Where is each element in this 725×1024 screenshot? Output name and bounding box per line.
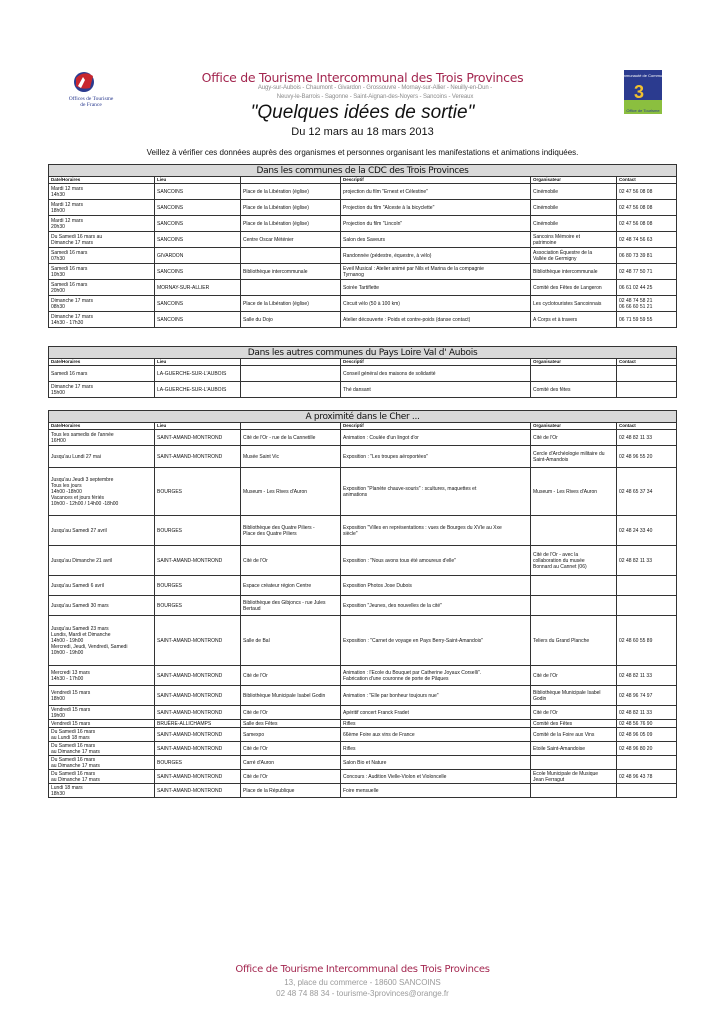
organisateur-cell: Bibliothèque intercommunale	[531, 264, 617, 280]
descriptif-cell: Atelier découverte : Poids et contre-poids (danse contact)	[341, 312, 531, 328]
column-header: Contact	[617, 423, 677, 430]
column-header-row	[49, 177, 677, 184]
lieu-cell: BOURGES	[155, 468, 241, 516]
section-title: A proximité dans le Cher ...	[49, 411, 677, 423]
event-row	[49, 184, 677, 200]
lieu-cell: SANCOINS	[155, 184, 241, 200]
lieu-cell: SAINT-AMAND-MONTROND	[155, 666, 241, 686]
lieu-detail-cell: Bibliothèque des Gibjoncs - rue Jules Bertaud	[241, 596, 341, 616]
lieu-cell: LA-GUERCHE-SUR-L'AUBOIS	[155, 382, 241, 398]
descriptif-cell: Apéritif concert Franck Fradet	[341, 706, 531, 720]
lieu-cell: BOURGES	[155, 516, 241, 546]
column-header: Organisateur	[531, 177, 617, 184]
verification-notice: Veillez à vérifier ces données auprès des organismes et personnes organisant les manifestations et animations indiquées.	[146, 148, 579, 157]
column-header: Descriptif	[341, 177, 531, 184]
column-header-row	[49, 423, 677, 430]
lieu-cell: SANCOINS	[155, 312, 241, 328]
logo-left-text: Offices de Tourisme de France	[68, 96, 114, 108]
lieu-detail-cell	[241, 280, 341, 296]
organisateur-cell: Teliers du Grand Planche	[531, 616, 617, 666]
organisateur-cell	[531, 366, 617, 382]
date-cell: Samedi 16 mars	[49, 366, 155, 382]
descriptif-cell: Exposition "Planète chauve-souris" : scultures, maquettes et animations	[341, 468, 531, 516]
date-cell: Jusqu'au Samedi 30 mars	[49, 596, 155, 616]
lieu-cell: SANCOINS	[155, 296, 241, 312]
lieu-cell: SAINT-AMAND-MONTROND	[155, 446, 241, 468]
contact-cell: 02 48 82 11 33	[617, 546, 677, 576]
lieu-cell: BOURGES	[155, 596, 241, 616]
lieu-detail-cell: Place de la Libération (église)	[241, 200, 341, 216]
lieu-detail-cell: Place de la Libération (église)	[241, 184, 341, 200]
communes-line-2: Neuvy-le-Barrois - Sagonne - Saint-Aignan-des-Noyers - Sancoins - Vereaux	[276, 94, 474, 100]
organisateur-cell	[531, 784, 617, 798]
descriptif-cell: Eveil Musical : Atelier animé par Nils et Marina de la compagnie Tyrnanog	[341, 264, 531, 280]
event-row	[49, 616, 677, 666]
svg-text:3: 3	[634, 82, 645, 102]
contact-cell	[617, 576, 677, 596]
descriptif-cell: Exposition "Jeunes, des nouvelles de la cité"	[341, 596, 531, 616]
contact-cell: 06 71 59 59 55	[617, 312, 677, 328]
lieu-cell: BRUÈRE-ALLICHAMPS	[155, 720, 241, 728]
descriptif-cell: Animation : "Elle par bonheur toujours nue"	[341, 686, 531, 706]
contact-cell: 02 48 77 50 71	[617, 264, 677, 280]
lieu-cell: SAINT-AMAND-MONTROND	[155, 616, 241, 666]
lieu-cell: SAINT-AMAND-MONTROND	[155, 706, 241, 720]
event-row	[49, 728, 677, 742]
lieu-detail-cell: Cité de l'Or	[241, 666, 341, 686]
date-cell: Du Samedi 16 mars au Dimanche 17 mars	[49, 232, 155, 248]
descriptif-cell: Salon des Saveurs	[341, 232, 531, 248]
lieu-cell: SANCOINS	[155, 200, 241, 216]
contact-cell: 02 48 96 80 20	[617, 742, 677, 756]
contact-cell: 02 48 82 11 33	[617, 666, 677, 686]
column-header: Date/Horaires	[49, 359, 155, 366]
lieu-cell: BOURGES	[155, 756, 241, 770]
lieu-detail-cell: Salle du Dojo	[241, 312, 341, 328]
column-header: Lieu	[155, 359, 241, 366]
event-row	[49, 312, 677, 328]
date-cell: Tous les samedis de l'année 16H00	[49, 430, 155, 446]
column-header: Contact	[617, 359, 677, 366]
communes-line-1: Augy-sur-Aubois - Chaumont - Givardon - Grossouvre - Mornay-sur-Allier - Neuilly-en-Dun -	[257, 85, 493, 91]
organisateur-cell: Cité de l'Or	[531, 706, 617, 720]
organisateur-cell: A Corps et à travers	[531, 312, 617, 328]
date-cell: Dimanche 17 mars 14h30 - 17h30	[49, 312, 155, 328]
lieu-cell: LA-GUERCHE-SUR-L'AUBOIS	[155, 366, 241, 382]
column-header: Organisateur	[531, 423, 617, 430]
column-header-row	[49, 359, 677, 366]
contact-cell: 02 48 60 55 89	[617, 616, 677, 666]
organisateur-cell: Museum - Les Rives d'Auron	[531, 468, 617, 516]
contact-cell: 02 48 74 58 21 06 66 60 51 21	[617, 296, 677, 312]
event-row	[49, 666, 677, 686]
lieu-detail-cell	[241, 382, 341, 398]
descriptif-cell: Concours : Audition Vielle-Violon et Violoncelle	[341, 770, 531, 784]
section-title: Dans les communes de la CDC des Trois Provinces	[49, 165, 677, 177]
lieu-cell: SAINT-AMAND-MONTROND	[155, 742, 241, 756]
lieu-cell: SANCOINS	[155, 264, 241, 280]
organisateur-cell: Cité de l'Or	[531, 666, 617, 686]
descriptif-cell: Rifles	[341, 720, 531, 728]
descriptif-cell: Exposition : "Nous avons tous été amoureux d'elle"	[341, 546, 531, 576]
organisateur-cell: Comité des fêtes	[531, 382, 617, 398]
event-row	[49, 468, 677, 516]
descriptif-cell: Rifles	[341, 742, 531, 756]
date-cell: Jusqu'au Jeudi 3 septembre Tous les jours 14h00 -18h00 Vacances et jours fériés 10h00 - 12h00 / 14h00 -18h00	[49, 468, 155, 516]
organisateur-cell: Etoile Saint-Amandoise	[531, 742, 617, 756]
date-cell: Jusqu'au Lundi 27 mai	[49, 446, 155, 468]
column-header: Date/Horaires	[49, 423, 155, 430]
footer-contact: 02 48 74 88 34 - tourisme-3provinces@orange.fr	[276, 989, 449, 998]
contact-cell	[617, 382, 677, 398]
contact-cell	[617, 756, 677, 770]
organisateur-cell: Cinémobile	[531, 216, 617, 232]
lieu-detail-cell: Cité de l'Or	[241, 742, 341, 756]
event-row	[49, 366, 677, 382]
date-cell: Mardi 12 mars 18h00	[49, 200, 155, 216]
lieu-cell: GIVARDON	[155, 248, 241, 264]
date-cell: Du Samedi 16 mars au Dimanche 17 mars	[49, 770, 155, 784]
organisateur-cell: Cercle d'Archéologie militaire du Saint-Amandois	[531, 446, 617, 468]
lieu-cell: SAINT-AMAND-MONTROND	[155, 784, 241, 798]
date-cell: Samedi 16 mars 20h00	[49, 280, 155, 296]
contact-cell: 02 47 56 08 08	[617, 184, 677, 200]
date-range: Du 12 mars au 18 mars 2013	[291, 126, 434, 138]
event-row	[49, 596, 677, 616]
contact-cell: 02 48 24 33 40	[617, 516, 677, 546]
organisateur-cell	[531, 576, 617, 596]
contact-cell: 02 48 96 55 20	[617, 446, 677, 468]
date-cell: Jusqu'au Samedi 6 avril	[49, 576, 155, 596]
column-header: Contact	[617, 177, 677, 184]
event-row	[49, 720, 677, 728]
lieu-detail-cell: Place de la Libération (église)	[241, 296, 341, 312]
organisateur-cell: Sancoins Mémoire et patrimoine	[531, 232, 617, 248]
descriptif-cell: Exposition : "Carnet de voyage en Pays Berry-Saint-Amandois"	[341, 616, 531, 666]
organisateur-cell: Bibliothèque Municipale Isabel Godin	[531, 686, 617, 706]
date-cell: Du Samedi 16 mars au Dimanche 17 mars	[49, 742, 155, 756]
event-row	[49, 576, 677, 596]
contact-cell	[617, 366, 677, 382]
lieu-detail-cell: Salle de Bal	[241, 616, 341, 666]
contact-cell	[617, 596, 677, 616]
descriptif-cell: Conseil général des maisons de solidarité	[341, 366, 531, 382]
descriptif-cell: projection du film "Ernest et Célestine"	[341, 184, 531, 200]
date-cell: Du Samedi 16 mars au Lundi 18 mars	[49, 728, 155, 742]
organisateur-cell	[531, 756, 617, 770]
descriptif-cell: Salon Bio et Nature	[341, 756, 531, 770]
column-header: Organisateur	[531, 359, 617, 366]
lieu-cell: SANCOINS	[155, 216, 241, 232]
logo-right-sub: Office de Tourisme	[626, 108, 660, 113]
lieu-detail-cell: Cité de l'Or - rue de la Cannetille	[241, 430, 341, 446]
office-title: Office de Tourisme Intercommunal des Trois Provinces	[201, 70, 524, 85]
column-header: Lieu	[155, 177, 241, 184]
column-header: Descriptif	[341, 423, 531, 430]
contact-cell: 02 47 56 08 08	[617, 200, 677, 216]
lieu-cell: SANCOINS	[155, 232, 241, 248]
contact-cell: 02 48 74 56 63	[617, 232, 677, 248]
contact-cell: 02 48 96 05 09	[617, 728, 677, 742]
event-row	[49, 770, 677, 784]
lieu-detail-cell: Centre Oscar Méténier	[241, 232, 341, 248]
organisateur-cell: Association Équestre de la Vallée de Germigny	[531, 248, 617, 264]
event-row	[49, 216, 677, 232]
lieu-cell: SAINT-AMAND-MONTROND	[155, 546, 241, 576]
lieu-cell: MORNAY-SUR-ALLIER	[155, 280, 241, 296]
contact-cell: 06 80 73 39 81	[617, 248, 677, 264]
lieu-cell: SAINT-AMAND-MONTROND	[155, 728, 241, 742]
event-row	[49, 686, 677, 706]
event-row	[49, 264, 677, 280]
descriptif-cell: Exposition : "Les troupes aéroportées"	[341, 446, 531, 468]
lieu-detail-cell: Cité de l'Or	[241, 770, 341, 784]
date-cell: Du Samedi 16 mars au Dimanche 17 mars	[49, 756, 155, 770]
lieu-detail-cell: Bibliothèque intercommunale	[241, 264, 341, 280]
column-header	[241, 177, 341, 184]
organisateur-cell: Comité des Fêtes de Langeron	[531, 280, 617, 296]
lieu-detail-cell: Place de la Libération (église)	[241, 216, 341, 232]
descriptif-cell: Randonnée (pédestre, équestre, à vélo)	[341, 248, 531, 264]
lieu-detail-cell: Salle des Fêtes	[241, 720, 341, 728]
lieu-detail-cell: Musée Saint Vic	[241, 446, 341, 468]
column-header	[241, 359, 341, 366]
lieu-detail-cell: Bibliothèque Municipale Isabel Godin	[241, 686, 341, 706]
event-row	[49, 232, 677, 248]
event-row	[49, 784, 677, 798]
contact-cell: 02 48 96 43 78	[617, 770, 677, 784]
organisateur-cell: Cité de l'Or	[531, 430, 617, 446]
section-table-pays-loire	[48, 346, 677, 398]
contact-cell: 02 47 56 08 08	[617, 216, 677, 232]
lieu-detail-cell: Cité de l'Or	[241, 706, 341, 720]
organisateur-cell: Comité de la Foire aux Vins	[531, 728, 617, 742]
date-cell: Mardi 12 mars 14h30	[49, 184, 155, 200]
footer-address: 13, place du commerce - 18600 SANCOINS	[284, 978, 441, 987]
event-row	[49, 446, 677, 468]
contact-cell: 06 61 02 44 25	[617, 280, 677, 296]
lieu-cell: BOURGES	[155, 576, 241, 596]
date-cell: Vendredi 15 mars 18h00	[49, 686, 155, 706]
section-table-cher	[48, 410, 677, 798]
communes-list	[230, 84, 520, 102]
descriptif-cell: Thé dansant	[341, 382, 531, 398]
lieu-cell: SAINT-AMAND-MONTROND	[155, 430, 241, 446]
date-cell: Samedi 16 mars 10h30	[49, 264, 155, 280]
organisateur-cell: Les cyclotouristes Sancoinnais	[531, 296, 617, 312]
date-cell: Samedi 16 mars 07h30	[49, 248, 155, 264]
date-cell: Vendredi 15 mars 19h00	[49, 706, 155, 720]
organisateur-cell: Cité de l'Or - avec la collaboration du musée Bonnard au Cannet (06)	[531, 546, 617, 576]
lieu-cell: SAINT-AMAND-MONTROND	[155, 686, 241, 706]
lieu-cell: SAINT-AMAND-MONTROND	[155, 770, 241, 784]
descriptif-cell: Exposition "Villes en représentations : vues de Bourges du XVIe au Xxe siècle"	[341, 516, 531, 546]
date-cell: Dimanche 17 mars 08h30	[49, 296, 155, 312]
organisateur-cell: Cinémobile	[531, 200, 617, 216]
contact-cell: 02 48 82 11 33	[617, 430, 677, 446]
date-cell: Jusqu'au Dimanche 21 avril	[49, 546, 155, 576]
date-cell: Lundi 18 mars 18h30	[49, 784, 155, 798]
event-row	[49, 756, 677, 770]
descriptif-cell: Soirée Tartiflette	[341, 280, 531, 296]
organisateur-cell: Cinémobile	[531, 184, 617, 200]
descriptif-cell: Projection du film "Alceste à la bicyclette"	[341, 200, 531, 216]
descriptif-cell: Circuit vélo (50 à 100 km)	[341, 296, 531, 312]
date-cell: Mardi 12 mars 20h30	[49, 216, 155, 232]
logo-right-text: Communauté de Communes	[617, 73, 669, 78]
organisateur-cell: Comité des Fêtes	[531, 720, 617, 728]
organisateur-cell	[531, 516, 617, 546]
organisateur-cell	[531, 596, 617, 616]
descriptif-cell: Animation : Coulée d'un lingot d'or	[341, 430, 531, 446]
event-row	[49, 296, 677, 312]
lieu-detail-cell	[241, 248, 341, 264]
contact-cell	[617, 784, 677, 798]
date-cell: Jusqu'au Samedi 27 avril	[49, 516, 155, 546]
lieu-detail-cell	[241, 366, 341, 382]
date-cell: Mercredi 13 mars 14h30 - 17h00	[49, 666, 155, 686]
section-table-cdc	[48, 164, 677, 328]
contact-cell: 02 48 82 11 33	[617, 706, 677, 720]
column-header: Descriptif	[341, 359, 531, 366]
footer-title: Office de Tourisme Intercommunal des Trois Provinces	[235, 964, 490, 975]
date-cell: Dimanche 17 mars 15h00	[49, 382, 155, 398]
event-row	[49, 248, 677, 264]
lieu-detail-cell: Cité de l'Or	[241, 546, 341, 576]
event-row	[49, 546, 677, 576]
organisateur-cell: Ecole Municipale de Musique Jean Ferragut	[531, 770, 617, 784]
descriptif-cell: 66ème Foire aux vins de France	[341, 728, 531, 742]
lieu-detail-cell: Carré d'Auron	[241, 756, 341, 770]
lieu-detail-cell: Samexpo	[241, 728, 341, 742]
descriptif-cell: Foire mensuelle	[341, 784, 531, 798]
lieu-detail-cell: Museum - Les Rives d'Auron	[241, 468, 341, 516]
date-cell: Vendredi 15 mars	[49, 720, 155, 728]
event-row	[49, 742, 677, 756]
event-row	[49, 430, 677, 446]
event-row	[49, 516, 677, 546]
section-title: Dans les autres communes du Pays Loire Val d' Aubois	[49, 347, 677, 359]
contact-cell: 02 48 65 37 34	[617, 468, 677, 516]
descriptif-cell: Projection du film "Lincoln"	[341, 216, 531, 232]
event-row	[49, 382, 677, 398]
event-row	[49, 280, 677, 296]
event-row	[49, 200, 677, 216]
column-header: Lieu	[155, 423, 241, 430]
date-cell: Jusqu'au Samedi 23 mars Lundis, Mardi et Dimanche 14h00 - 19h00 Mercredi, Jeudi, Vendredi, Samedi 10h00 - 19h00	[49, 616, 155, 666]
descriptif-cell: Exposition Photos Jose Dubois	[341, 576, 531, 596]
descriptif-cell: Animation : l'Ecole du Bouquet par Catherine Joyaux Corselli". Fabrication d'une couronne de porte de Pâques	[341, 666, 531, 686]
column-header	[241, 423, 341, 430]
page-title: "Quelques idées de sortie"	[250, 102, 475, 123]
event-row	[49, 706, 677, 720]
lieu-detail-cell: Place de la République	[241, 784, 341, 798]
column-header: Date/Horaires	[49, 177, 155, 184]
lieu-detail-cell: Bibliothèque des Quatre Piliers - Place des Quatre Piliers	[241, 516, 341, 546]
contact-cell: 02 48 56 76 90	[617, 720, 677, 728]
lieu-detail-cell: Espace créateur région Centre	[241, 576, 341, 596]
contact-cell: 02 48 96 74 97	[617, 686, 677, 706]
